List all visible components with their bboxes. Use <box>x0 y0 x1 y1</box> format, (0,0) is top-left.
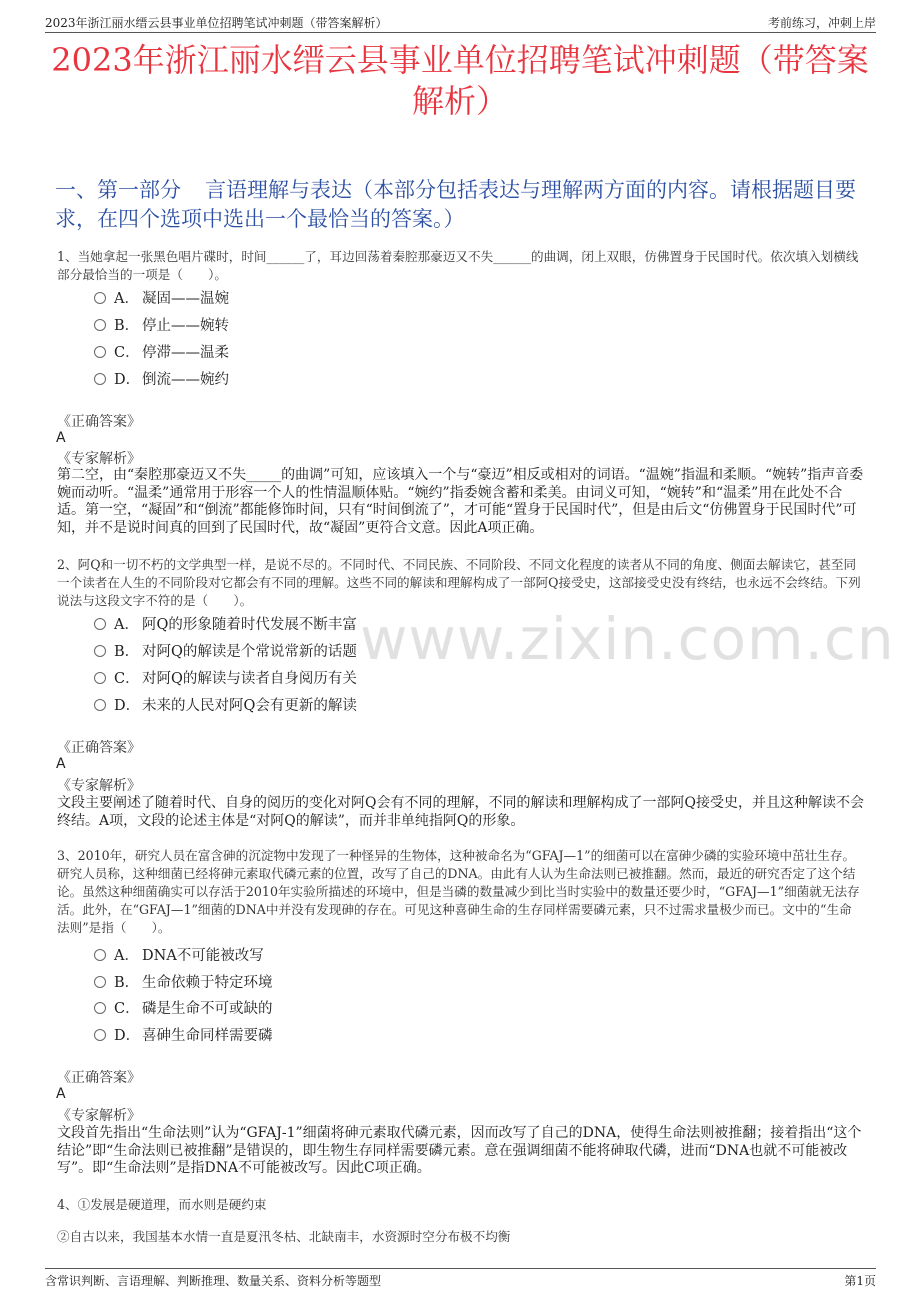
option-d[interactable]: D． 倒流——婉约 <box>94 369 229 391</box>
option-c[interactable]: C． 对阿Q的解读与读者自身阅历有关 <box>94 668 357 690</box>
analysis-label: 《专家解析》 <box>57 1108 141 1124</box>
analysis-label: 《专家解析》 <box>57 778 141 794</box>
radio-icon[interactable] <box>94 1002 106 1014</box>
option-c[interactable]: C． 磷是生命不可或缺的 <box>94 998 273 1020</box>
footer-note: 含常识判断、言语理解、判断推理、数量关系、资料分析等题型 <box>45 1274 382 1288</box>
analysis-label: 《专家解析》 <box>57 451 141 467</box>
option-b[interactable]: B． 停止——婉转 <box>94 315 229 337</box>
radio-icon[interactable] <box>94 618 106 630</box>
question-stem: 2、阿Q和一切不朽的文学典型一样，是说不尽的。不同时代、不同民族、不同阶段、不同文化程度的读者从不同的角度、侧面去解读它，甚至同一个读者在人生的不同阶段对它都会有不同的理解。这些不同的解读和理解构成了一部阿Q接受史，这部接受史没有终结，也永远不会终结。下列说法与这段文字不符的是（ ）。 <box>57 557 861 608</box>
radio-icon[interactable] <box>94 1029 106 1041</box>
option-a[interactable]: A． DNA不可能被改写 <box>94 945 264 967</box>
option-c[interactable]: C． 停滞——温柔 <box>94 342 229 364</box>
page-footer <box>45 1268 876 1289</box>
option-d[interactable]: D． 喜砷生命同样需要磷 <box>94 1025 273 1047</box>
section-part: 一、第一部分 <box>55 178 181 202</box>
radio-icon[interactable] <box>94 373 106 385</box>
page-header <box>45 12 876 33</box>
answer-value: A <box>56 756 66 772</box>
question-item: ②自古以来，我国基本水情一直是夏汛冬枯、北缺南丰，水资源时空分布极不均衡 <box>57 1229 511 1244</box>
option-b[interactable]: B． 对阿Q的解读是个常说常新的话题 <box>94 641 357 663</box>
question-stem: 3、2010年，研究人员在富含砷的沉淀物中发现了一种怪异的生物体，这种被命名为“GFAJ—1”的细菌可以在富砷少磷的实验环境中茁壮生存。研究人员称，这种细菌已经将砷元素取代磷元素的位置，改写了自己的DNA。由此有人认为生命法则已被推翻。然而，最近的研究否定了这个结论。虽然这种细菌确实可以存活于2010年实验所描述的环境中，但是当磷的数量减少到比当时实验中的数量还要少时，“GFAJ—1”细菌就无法存活。此外，在“GFAJ—1”细菌的DNA中并没有发现砷的存在。可见这种喜砷生命的生存同样需要磷元素，只不过需求量极少而已。文中的“生命法则”是指（ ）。 <box>57 848 860 935</box>
answer-value: A <box>56 430 66 446</box>
section-name: 言语理解与表达（本部分包括表达与理解两方面的内容。请根据题目要求，在四个选项中选出一个最恰当的答案。） <box>55 178 856 231</box>
radio-icon[interactable] <box>94 949 106 961</box>
answer-label: 《正确答案》 <box>57 1070 141 1086</box>
answer-value: A <box>56 1086 66 1102</box>
radio-icon[interactable] <box>94 672 106 684</box>
section-heading <box>55 176 870 234</box>
option-a[interactable]: A． 阿Q的形象随着时代发展不断丰富 <box>94 614 357 636</box>
analysis-text: 文段首先指出“生命法则”认为“GFAJ-1”细菌将砷元素取代磷元素，因而改写了自己的DNA，使得生命法则被推翻；接着指出“这个结论”即“生命法则已被推翻”是错误的，即生物生存同样需要磷元素。意在强调细菌不能将砷取代磷，进而“DNA也就不可能被改写”。即“生命法则”是指DNA不可能被改写。因此C项正确。 <box>57 1125 862 1177</box>
radio-icon[interactable] <box>94 699 106 711</box>
radio-icon[interactable] <box>94 292 106 304</box>
page-number: 第1页 <box>844 1274 876 1288</box>
radio-icon[interactable] <box>94 645 106 657</box>
question-stem: 4、①发展是硬道理，而水则是硬约束 <box>57 1197 267 1212</box>
radio-icon[interactable] <box>94 976 106 988</box>
header-slogan: 考前练习，冲刺上岸 <box>767 16 876 30</box>
document-title: 2023年浙江丽水缙云县事业单位招聘笔试冲刺题（带答案解析） <box>51 41 869 120</box>
header-doc-title: 2023年浙江丽水缙云县事业单位招聘笔试冲刺题（带答案解析） <box>45 16 388 30</box>
answer-label: 《正确答案》 <box>57 414 141 430</box>
radio-icon[interactable] <box>94 346 106 358</box>
analysis-text: 文段主要阐述了随着时代、自身的阅历的变化对阿Q会有不同的理解，不同的解读和理解构成了一部阿Q接受史，并且这种解读不会终结。A项，文段的论述主体是“对阿Q的解读”，而并非单纯指阿Q的形象。 <box>57 795 864 829</box>
option-a[interactable]: A． 凝固——温婉 <box>94 288 229 310</box>
answer-label: 《正确答案》 <box>57 740 141 756</box>
analysis-text: 第二空，由“秦腔那豪迈又不失_____的曲调”可知，应该填入一个与“豪迈”相反或相对的词语。“温婉”指温和柔顺。“婉转”指声音委婉而动听。“温柔”通常用于形容一个人的性情温顺体贴。“婉约”指委婉含蓄和柔美。由词义可知，“婉转”和“温柔”用在此处不合适。第一空，“凝固”和“倒流”都能修饰时间，只有“时间倒流了”，才可能“置身于民国时代”，但是由后文“仿佛置身于民国时代”可知，并不是说时间真的回到了民国时代，故“凝固”更符合文意。因此A项正确。 <box>57 467 864 536</box>
question-stem: 1、当她拿起一张黑色唱片碟时，时间______了，耳边回荡着秦腔那豪迈又不失______的曲调，闭上双眼，仿佛置身于民国时代。依次填入划横线部分最恰当的一项是（ ）。 <box>57 249 859 282</box>
option-b[interactable]: B． 生命依赖于特定环境 <box>94 972 273 994</box>
watermark: www.zixin.com.cn <box>360 605 895 673</box>
option-d[interactable]: D． 未来的人民对阿Q会有更新的解读 <box>94 695 357 717</box>
radio-icon[interactable] <box>94 319 106 331</box>
